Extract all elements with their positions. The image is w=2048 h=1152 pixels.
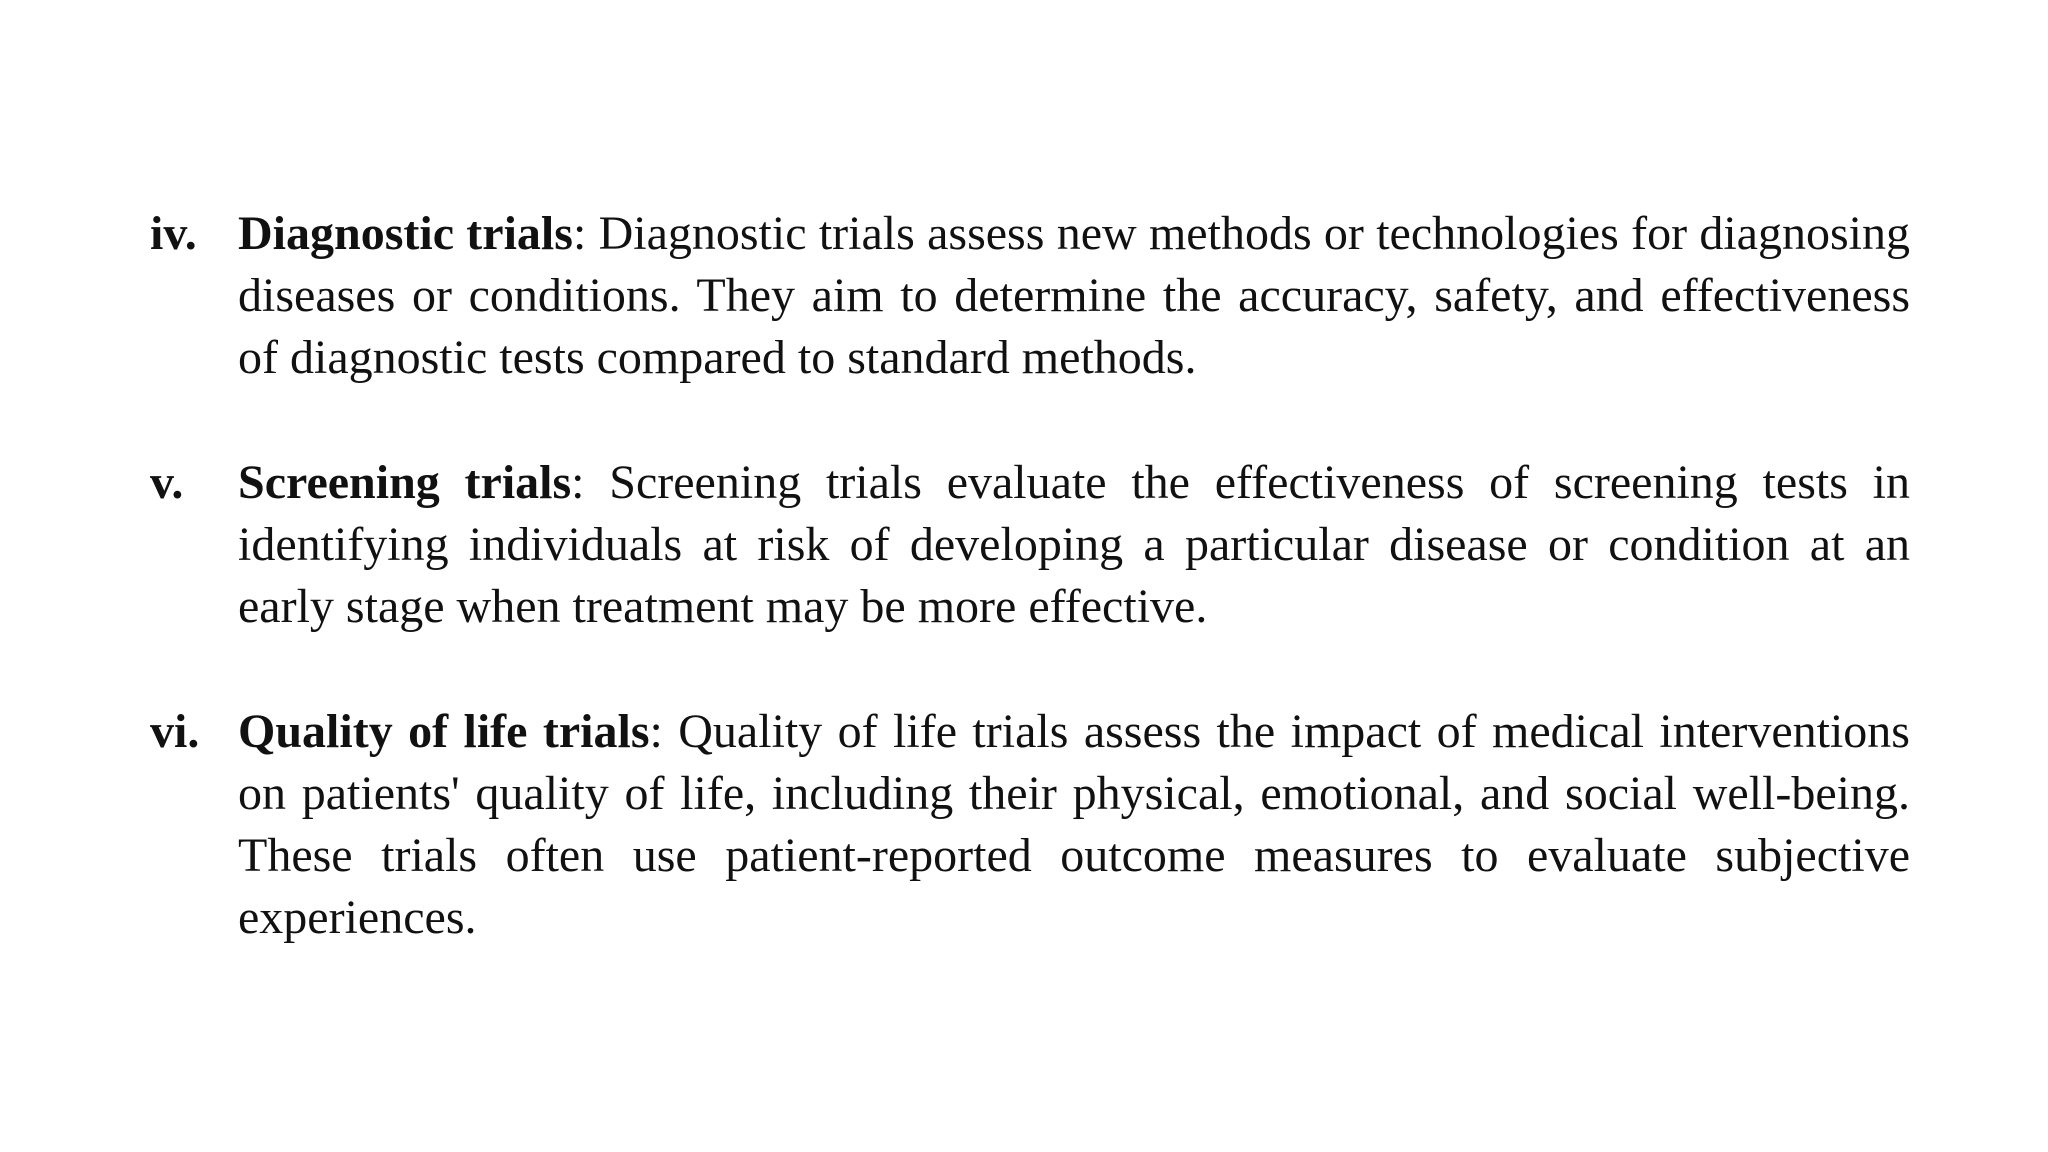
list-item-text	[238, 452, 1910, 638]
list-item-description: Quality of life trials assess the impact of medical interventions on patients' quality of life, including their physical, emotional, and social well-being. These trials often use patient-reported outcome measures to evaluate subjective experiences.	[238, 705, 1910, 944]
trial-types-list	[150, 203, 1910, 949]
list-marker: iv.	[150, 207, 197, 260]
list-item-quality-of-life-trials	[150, 701, 1910, 949]
term-separator: :	[649, 705, 663, 758]
list-item-term: Diagnostic trials	[238, 207, 573, 260]
list-marker: vi.	[150, 705, 200, 758]
list-item-text	[238, 203, 1910, 389]
term-separator: :	[571, 456, 585, 509]
term-separator: :	[572, 207, 587, 260]
list-item-description: Screening trials evaluate the effectiveness of screening tests in identifying individuals at risk of developing a particular disease or condition at an early stage when treatment may be more effective.	[238, 456, 1910, 633]
list-item-diagnostic-trials	[150, 203, 1910, 389]
list-marker: v.	[150, 456, 184, 509]
list-item-screening-trials	[150, 452, 1910, 638]
list-item-term: Screening trials	[238, 456, 572, 509]
list-item-description: Diagnostic trials assess new methods or technologies for diagnosing diseases or conditions. They aim to determine the accuracy, safety, and effectiveness of diagnostic tests compared to standard methods.	[238, 207, 1910, 384]
list-item-term: Quality of life trials	[238, 705, 650, 758]
list-item-text	[238, 701, 1910, 949]
